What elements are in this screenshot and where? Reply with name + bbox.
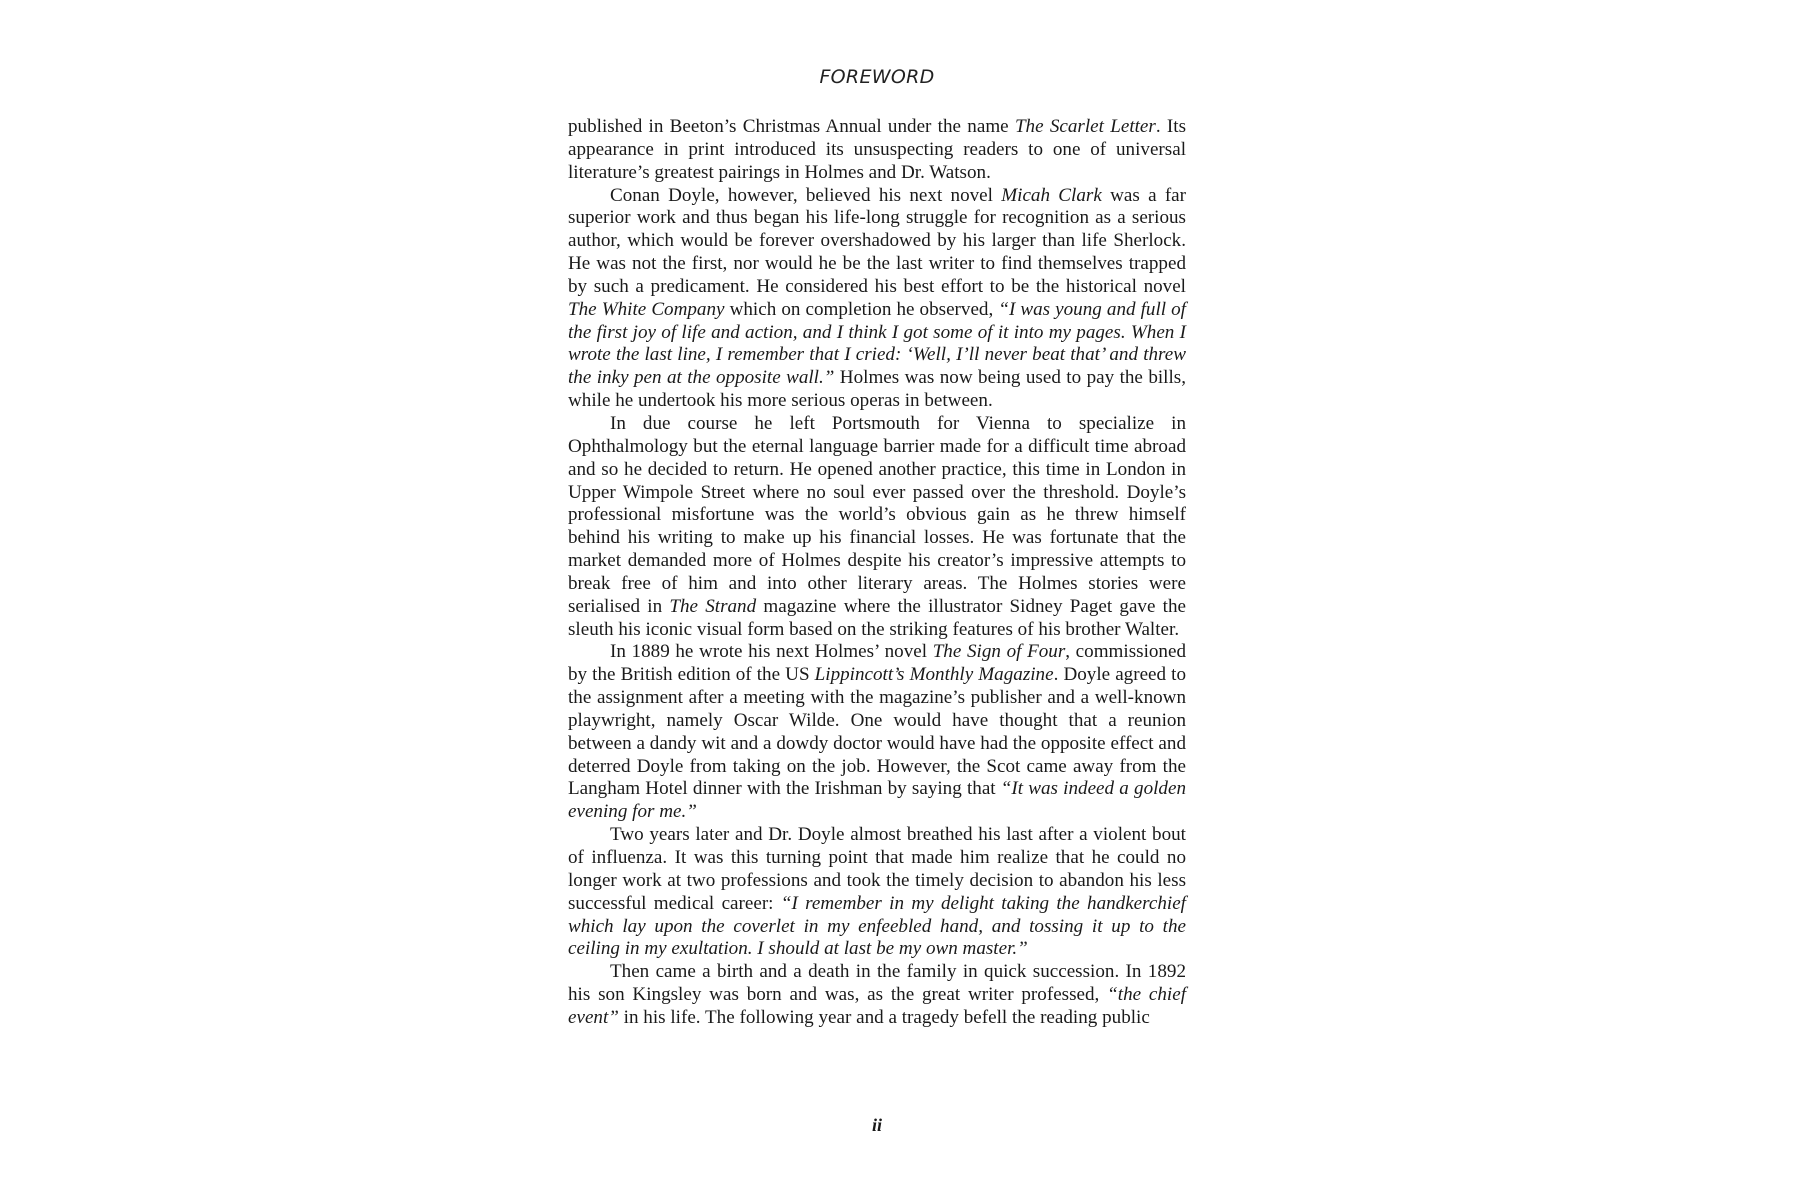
italic-title: The White Company: [568, 298, 725, 320]
paragraph-2: [568, 185, 1186, 413]
text-run: In 1889 he wrote his next Holmes’ novel: [610, 641, 933, 663]
text-run: published in Beeton’s Christmas Annual under the name: [568, 116, 1015, 137]
italic-title: The Scarlet Letter: [1014, 116, 1156, 137]
text-run: . Doyle agreed to the assignment after a meeting with the magazine’s publisher and a well-known playwright, namely Oscar Wilde. One would have thought that a reunion between a dandy wit and a dowdy doctor would have had the opposite effect and deterred Doyle from taking on the job. However, the Scot came away from the Langham Hotel dinner with the Irishman by saying that: [568, 664, 1187, 800]
italic-title: Micah Clark: [1001, 184, 1102, 206]
text-run: . Its appearance in print introduced its unsuspecting readers to one of universal literature’s greatest pairings in Holmes and Dr. Watson.: [568, 116, 1186, 183]
text-run: , commissioned by the British edition of the US: [568, 641, 1186, 686]
italic-quote: “It was indeed a golden evening for me.”: [568, 778, 1186, 823]
text-run: In due course he left Portsmouth for Vienna to specialize in Ophthalmology but the eternal language barrier made for a difficult time abroad and so he decided to return. He opened another practice, this time in London in Upper Wimpole Street where no soul ever passed over the threshold. Doyle’s professional misfortune was the world’s obvious gain as he threw himself behind his writing to make up his financial losses. He was fortunate that the market demanded more of Holmes despite his creator’s impressive attempts to break free of him and into other literary areas. The Holmes stories were serialised in: [568, 412, 1186, 617]
paragraph-6: [568, 961, 1186, 1030]
text-run: was a far superior work and thus began his life-long struggle for recognition as a serious author, which would be forever overshadowed by his larger than life Sherlock. He was not the first, nor would he be the last writer to find themselves trapped by such a predicament. He considered his best effort to be the historical novel: [568, 184, 1187, 297]
italic-title: The Strand: [669, 595, 757, 617]
paragraph-5: [568, 824, 1186, 961]
text-run: Two years later and Dr. Doyle almost breathed his last after a violent bout of influenza. It was this turning point that made him realize that he could no longer work at two professions and took the timely decision to abandon his less successful medical career:: [568, 824, 1186, 914]
text-run: which on completion he observed,: [724, 298, 999, 320]
paragraph-4: [568, 641, 1186, 824]
page-number: ii: [871, 1115, 882, 1135]
text-run: magazine where the illustrator Sidney Paget gave the sleuth his iconic visual form based on the striking features of his brother Walter.: [568, 595, 1186, 640]
book-page: [568, 0, 1186, 1200]
italic-title: Lippincott’s Monthly Magazine: [814, 664, 1054, 686]
text-run: Then came a birth and a death in the family in quick succession. In 1892 his son Kingsley was born and was, as the great writer professed,: [568, 961, 1186, 1006]
text-run: Holmes was now being used to pay the bills, while he undertook his more serious operas in between.: [568, 367, 1186, 412]
text-run: Conan Doyle, however, believed his next novel: [610, 184, 1002, 206]
text-run: in his life. The following year and a tragedy befell the reading public: [618, 1006, 1150, 1028]
running-header-title: FOREWORD: [819, 66, 935, 88]
paragraph-3: [568, 413, 1186, 641]
foreword-body-text: [568, 116, 1186, 1030]
italic-quote: “I remember in my delight taking the handkerchief which lay upon the coverlet in my enfeebled hand, and tossing it up to the ceiling in my exultation. I should at last be my own master.”: [568, 892, 1186, 960]
italic-title: The Sign of Four: [932, 641, 1066, 663]
paragraph-1: [568, 116, 1186, 185]
italic-quote: “I was young and full of the first joy of life and action, and I think I got some of it into my pages. When I wrote the last line, I remember that I cried: ‘Well, I’ll never beat that’ and threw the inky pen at the opposite wall.”: [568, 298, 1186, 389]
italic-quote: “the chief event”: [568, 984, 1187, 1028]
